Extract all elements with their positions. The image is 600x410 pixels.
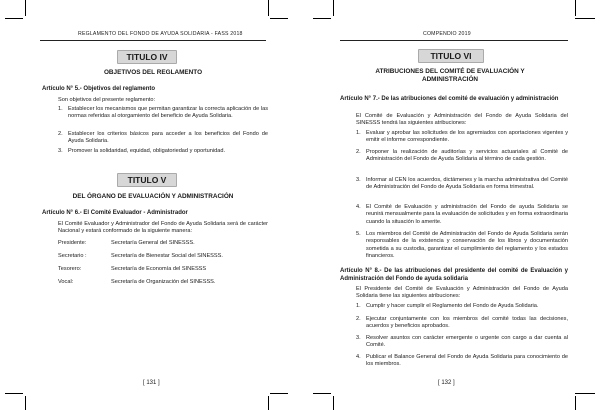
member-role: Tesorero: [58, 266, 82, 272]
article-intro: El Comité de Evaluación y Administración del Fondo de Ayuda Solidaria del SINESSS tendrá las siguientes atribuciones: [356, 113, 568, 127]
title-banner: TITULO IV [117, 50, 177, 64]
section-subtitle: DEL ÓRGANO DE EVALUACIÓN Y ADMINISTRACIÓN [72, 193, 234, 200]
member-role: Presidente: [58, 240, 87, 246]
list-item: Evaluar y aprobar las solicitudes de los agremiados con aportaciones vigentes y emitir el informe correspondiente. [366, 130, 568, 144]
list-number: 1. [356, 303, 361, 309]
list-item: Ejecutar conjuntamente con los miembros del comité todas las decisiones, acuerdos y beneficios aprobados. [366, 316, 568, 330]
list-item: Proponer la realización de auditorías y servicios actuariales al Comité de Administración del Fondo de Ayuda Solidaria al término de cada gestión. [366, 149, 568, 163]
member-role: Secretario : [58, 253, 87, 259]
list-number: 3. [58, 148, 63, 154]
list-number: 3. [356, 177, 361, 183]
running-header: REGLAMENTO DEL FONDO DE AYUDA SOLIDARIA - FASS 2018 [78, 31, 243, 37]
article-intro: El Presidente del Comité de Evaluación y Administración del Fondo de Ayuda Solidaria tiene las siguientes atribuciones: [356, 286, 568, 300]
article-text: El Comité Evaluador y Administrador del Fondo de Ayuda Solidaria será de carácter Nacional y estará conformado de la siguiente manera: [58, 221, 268, 235]
list-item: El Comité de Evaluación y administración del Fondo de ayuda Solidaria se reunirá mensualmente para la evaluación de solicitudes y en forma extraordinaria cuando la situación lo amerite. [366, 204, 568, 225]
list-item: Cumplir y hacer cumplir el Reglamento del Fondo de Ayuda Solidaria. [366, 303, 539, 309]
list-item: Los miembros del Comité de Administración del Fondo de Ayuda Solidaria serán responsables de la existencia y conservación de los libros y documentación sometida a su custodia, garantizar el cumplimiento del reglamento y los estados financieros. [366, 231, 568, 260]
list-item: Establecer los mecanismos que permitan garantizar la correcta aplicación de las normas referidas al otorgamiento del beneficio de Ayuda Solidaria. [68, 106, 268, 120]
list-item: Publicar el Balance General del Fondo de Ayuda Solidaria para conocimiento de los miembros. [366, 354, 568, 368]
article-intro: Son objetivos del presente reglamento: [58, 97, 156, 103]
article-heading: Artículo N° 6.- El Comité Evaluador - Administrador [42, 210, 188, 216]
list-item: Resolver asuntos con carácter emergente o urgente con cargo a dar cuenta al Comité. [366, 335, 568, 349]
list-number: 2. [356, 316, 361, 322]
article-heading: Artículo N° 8.- De las atribuciones del presidente del comité de Evaluación y Administración del Fondo de ayuda solidaria [340, 268, 568, 282]
member-department: Secretaría de Bienestar Social del SINESSS. [111, 253, 223, 259]
page-number: [ 131 ] [143, 380, 160, 386]
title-banner: TITULO VI [418, 49, 484, 63]
running-header: COMPENDIO 2019 [423, 31, 471, 37]
section-subtitle: ATRIBUCIONES DEL COMITÉ DE EVALUACIÓN Y ADMINISTRACIÓN [375, 68, 525, 84]
list-item: Informar al CEN los acuerdos, dictámenes y la marcha administrativa del Comité de Administración del Fondo de Ayuda Solidaria en forma trimestral. [366, 177, 568, 191]
member-department: Secretaría de Economía del SINESSS [111, 266, 207, 272]
title-banner: TITULO V [117, 173, 177, 187]
list-number: 1. [356, 130, 361, 136]
list-number: 4. [356, 354, 361, 360]
member-department: Secretaría General del SINESSS. [111, 240, 195, 246]
article-heading: Artículo N° 5.- Objetivos del reglamento [42, 86, 156, 92]
page-right [300, 0, 600, 410]
list-number: 2. [58, 131, 63, 137]
page-number: [ 132 ] [438, 380, 455, 386]
member-department: Secretaría de Organización del SINESSS. [111, 279, 216, 285]
list-number: 2. [356, 149, 361, 155]
list-number: 1. [58, 106, 63, 112]
article-heading: Artículo N° 7.- De las atribuciones del comité de evaluación y administración [340, 96, 559, 102]
header-rule [340, 40, 568, 41]
list-item: Establecer los criterios básicos para acceder a los beneficios del Fondo de Ayuda Solidaria. [68, 131, 268, 145]
header-rule [40, 40, 266, 41]
member-role: Vocal: [58, 279, 74, 285]
section-subtitle: OBJETIVOS DEL REGLAMENTO [103, 69, 203, 76]
list-number: 5. [356, 231, 361, 237]
list-item: Promover la solidaridad, equidad, obligatoriedad y oportunidad. [68, 148, 226, 154]
list-number: 3. [356, 335, 361, 341]
list-number: 4. [356, 204, 361, 210]
